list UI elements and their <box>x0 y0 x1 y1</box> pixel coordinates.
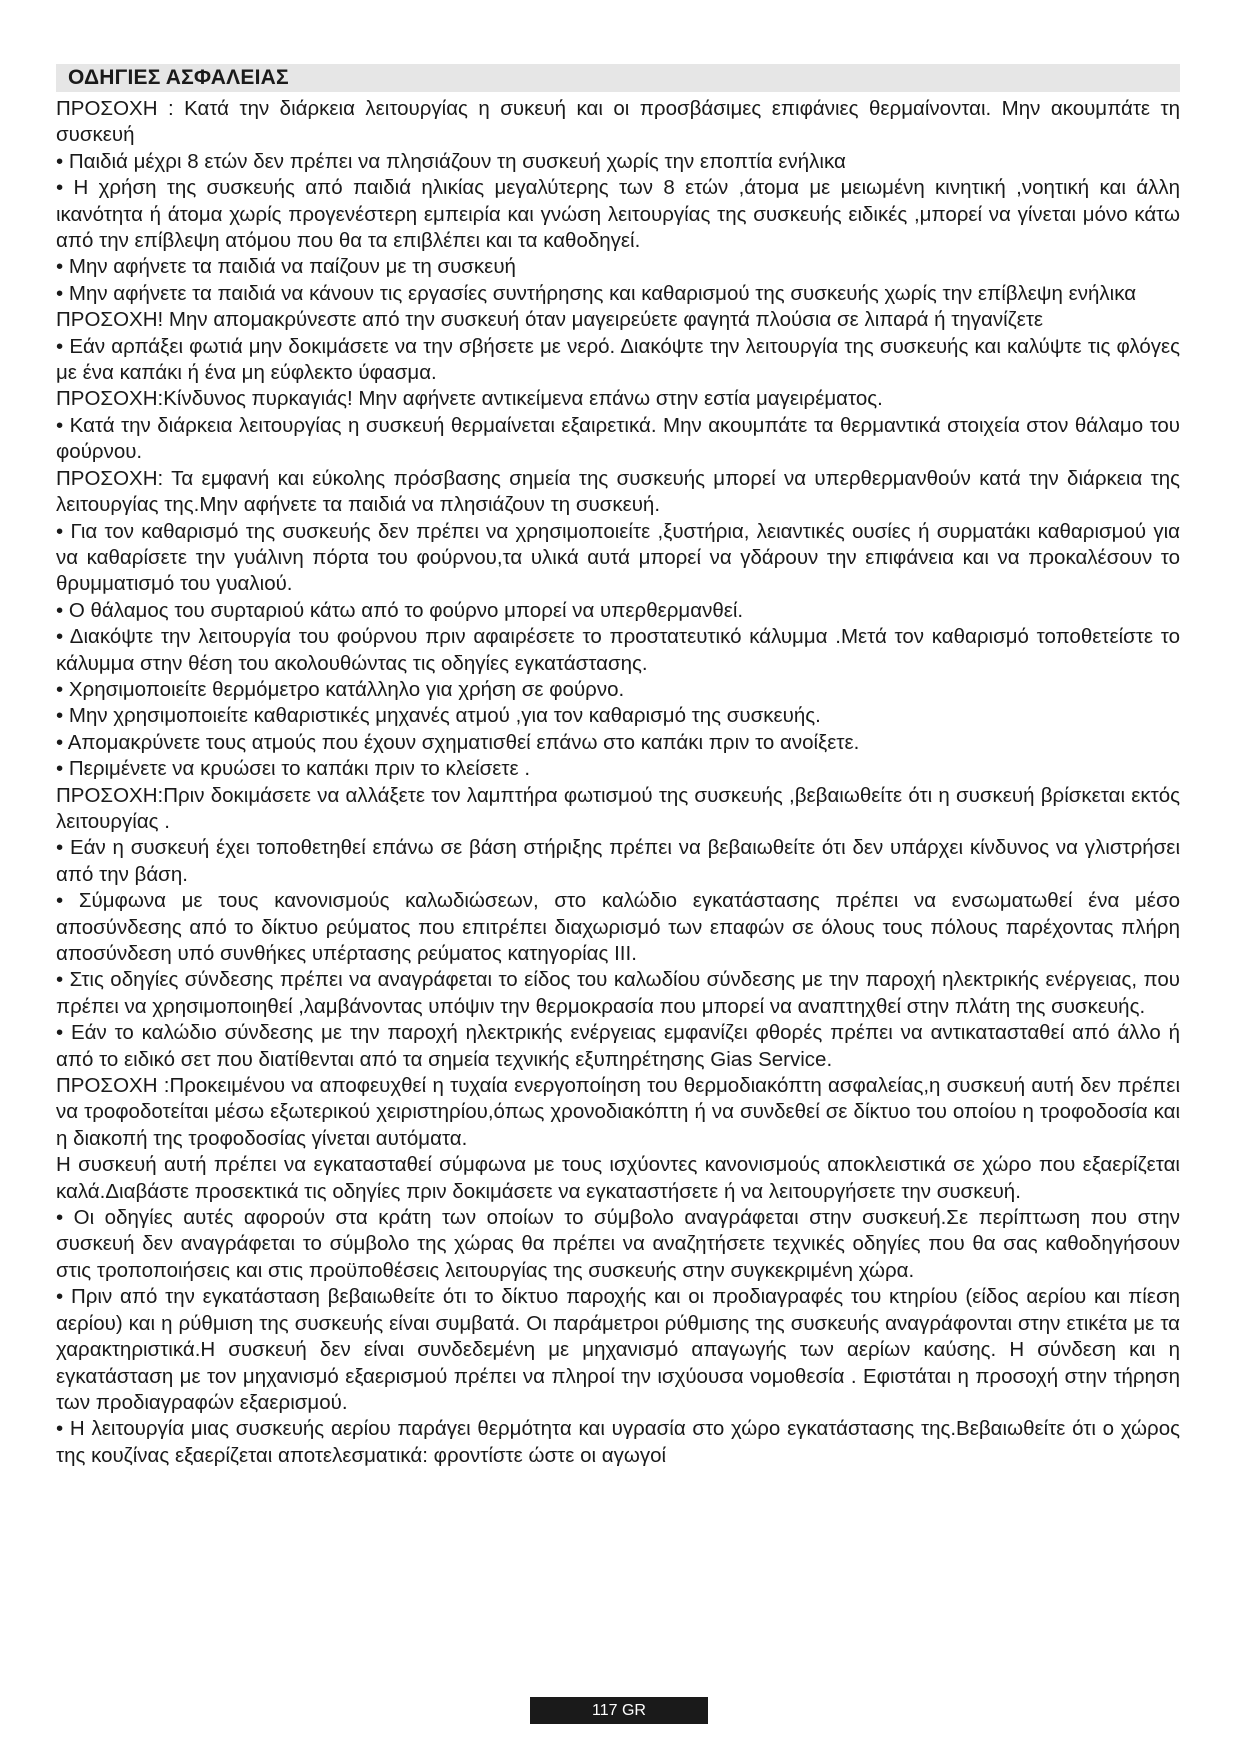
paragraph: • Στις οδηγίες σύνδεσης πρέπει να αναγράφεται το είδος του καλωδίου σύνδεσης με την παροχή ηλεκτρικής ενέργειας, που πρέπει να χρησιμοποιηθεί ,λαμβάνοντας υπόψιν την θερμοκρασία που μπορεί να αναπτηχθεί στην πλάτη της συσκευής. <box>56 968 1180 1018</box>
paragraph: • Παιδιά μέχρι 8 ετών δεν πρέπει να πλησιάζουν τη συσκευή χωρίς την εποπτία ενήλικα <box>56 149 846 173</box>
paragraph: ΠΡΟΣΟΧΗ :Προκειμένου να αποφευχθεί η τυχαία ενεργοποίηση του θερμοδιακόπτη ασφαλείας,η συσκευή αυτή δεν πρέπει να τροφοδοτείται μέσω εξωτερικού χειριστηρίου,όπως χρονοδιακόπτη ή να συνδεθεί σε δίκτυο του οποίου η τροφοδοσία και η διακοπή της τροφοδοσίας γίνεται αυτόματα. <box>56 1074 1180 1150</box>
paragraph: ΠΡΟΣΟΧΗ: Τα εμφανή και εύκολης πρόσβασης σημεία της συσκευής μπορεί να υπερθερμανθούν κατά την διάρκεια της λειτουργίας της.Μην αφήνετε τα παιδιά να πλησιάζουν τη συσκευή. <box>56 466 1180 517</box>
paragraph: • Σύμφωνα με τους κανονισμούς καλωδιώσεων, στο καλώδιο εγκατάστασης πρέπει να ενσωματωθεί ένα μέσο αποσύνδεσης από το δίκτυο ρεύματος που επιτρέπει διαχωρισμό των επαφών σε όλους τους πόλους παρέχοντας πλήρη αποσύνδεση υπό συνθήκες υπέρτασης ρεύματος κατηγορίας ΙΙΙ. <box>56 889 1180 965</box>
paragraph: ΠΡΟΣΟΧΗ : Κατά την διάρκεια λειτουργίας η συκευή και οι προσβάσιμες επιφάνιες θερμαίνονται. Μην ακουμπάτε τη συσκευή <box>56 97 1180 147</box>
section-title: ΟΔΗΓΙΕΣ ΑΣΦΑΛΕΙΑΣ <box>68 66 289 89</box>
paragraph: • Μην αφήνετε τα παιδιά να παίζουν με τη συσκευή <box>56 255 516 279</box>
paragraph: • Οι οδηγίες αυτές αφορούν στα κράτη των οποίων το σύμβολο αναγράφεται στην συσκευή.Σε περίπτωση που στην συσκευή δεν αναγράφεται το σύμβολο της χώρας θα πρέπει να αναζητήσετε τεχνικές οδηγίες που θα σας καθοδηγήσουν στις τροποποιήσεις και στις προϋποθέσεις λειτουργίας της συσκευής στην συγκεκριμένη χώρα. <box>56 1206 1180 1282</box>
paragraph: ΠΡΟΣΟΧΗ:Πριν δοκιμάσετε να αλλάξετε τον λαμπτήρα φωτισμού της συσκευής ,βεβαιωθείτε ότι η συσκευή βρίσκεται εκτός λειτουργίας . <box>56 783 1180 833</box>
paragraph: • Χρησιμοποιείτε θερμόμετρο κατάλληλο για χρήση σε φούρνο. <box>56 677 625 701</box>
paragraph: • Μην χρησιμοποιείτε καθαριστικές μηχανές ατμού ,για τον καθαρισμό της συσκευής. <box>56 704 821 728</box>
paragraph: • Εάν το καλώδιο σύνδεσης με την παροχή ηλεκτρικής ενέργειας εμφανίζει φθορές πρέπει να αντικατασταθεί από άλλο ή από το ειδικό σετ που διατίθενται από τα σημεία τεχνικής εξυπηρέτησης Gias Service. <box>56 1021 1180 1071</box>
paragraph: • Μην αφήνετε τα παιδιά να κάνουν τις εργασίες συντήρησης και καθαρισμού της συσκευής χωρίς την επίβλεψη ενήλικα <box>56 281 1137 305</box>
page-number: 117 GR <box>592 1701 646 1719</box>
paragraph: • Η λειτουργία μιας συσκευής αερίου παράγει θερμότητα και υγρασία στο χώρο εγκατάστασης της.Βεβαιωθείτε ότι ο χώρος της κουζίνας εξαερίζεται αποτελεσματικά: φροντίστε ώστε οι αγωγοί <box>56 1417 1180 1467</box>
page-number-badge <box>530 1697 708 1724</box>
paragraph: Η συσκευή αυτή πρέπει να εγκατασταθεί σύμφωνα με τους ισχύοντες κανονισμούς αποκλειστικά σε χώρο που εξαερίζεται καλά.Διαβάστε προσεκτικά τις οδηγίες πριν δοκιμάσετε να εγκαταστήσετε ή να λειτουργήσετε την συσκευή. <box>56 1153 1180 1203</box>
paragraph: • Εάν η συσκευή έχει τοποθετηθεί επάνω σε βάση στήριξης πρέπει να βεβαιωθείτε ότι δεν υπάρχει κίνδυνος να γλιστρήσει από την βάση. <box>56 836 1180 886</box>
document-page <box>56 64 1180 1469</box>
paragraph: • Περιμένετε να κρυώσει το καπάκι πριν το κλείσετε . <box>56 757 531 781</box>
paragraph: • Διακόψτε την λειτουργία του φούρνου πριν αφαιρέσετε το προστατευτικό κάλυμμα .Μετά τον καθαρισμό τοποθετείστε το κάλυμμα στην θέση του ακολουθώντας τις οδηγίες εγκατάστασης. <box>56 625 1180 675</box>
paragraph: • Ο θάλαμος του συρταριού κάτω από το φούρνο μπορεί να υπερθερμανθεί. <box>56 598 744 622</box>
paragraph: • Η χρήση της συσκευής από παιδιά ηλικίας μεγαλύτερης των 8 ετών ,άτομα με μειωμένη κινητική ,νοητική και άλλη ικανότητα ή άτομα χωρίς προγενέστερη εμπειρία και γνώση λειτουργίας της συσκευής ειδικές ,μπορεί να γίνεται μόνο κάτω από την επίβλεψη ατόμου που θα τα επιβλέπει και τα καθοδηγεί. <box>56 176 1180 253</box>
paragraph: ΠΡΟΣΟΧΗ! Μην απομακρύνεστε από την συσκευή όταν μαγειρεύετε φαγητά πλούσια σε λιπαρά ή τηγανίζετε <box>56 308 1044 332</box>
paragraph: • Κατά την διάρκεια λειτουργίας η συσκευή θερμαίνεται εξαιρετικά. Μην ακουμπάτε τα θερμαντικά στοιχεία στον θάλαμο του φούρνου. <box>56 413 1180 464</box>
paragraph: • Πριν από την εγκατάσταση βεβαιωθείτε ότι το δίκτυο παροχής και οι προδιαγραφές του κτηρίου (είδος αερίου και πίεση αερίου) και η ρύθμιση της συσκευής είναι συμβατά. Οι παράμετροι ρύθμισης της συσκευής αναγράφονται στην ετικέτα με τα χαρακτηριστικά.Η συσκευή δεν είναι συνδεδεμένη με μηχανισμό απαγωγής των αερίων καύσης. Η σύνδεση και η εγκατάσταση με τον μηχανισμό εξαερισμού πρέπει να πληροί την ισχύουσα νομοθεσία . Εφιστάται η προσοχή στην τήρηση των προδιαγραφών εξαερισμού. <box>56 1285 1180 1414</box>
paragraph: • Για τον καθαρισμό της συσκευής δεν πρέπει να χρησιμοποιείτε ,ξυστήρια, λειαντικές ουσίες ή συρματάκι καθαρισμού για να καθαρίσετε την γυάλινη πόρτα του φούρνου,τα υλικά αυτά μπορεί να γδάρουν την επιφάνεια και να προκαλέσουν το θρυμματισμό του γυαλιού. <box>56 519 1180 596</box>
section-heading-bar <box>56 64 1180 92</box>
paragraph: ΠΡΟΣΟΧΗ:Κίνδυνος πυρκαγιάς! Μην αφήνετε αντικείμενα επάνω στην εστία μαγειρέματος. <box>56 387 883 411</box>
safety-instructions-text <box>56 96 1180 1469</box>
paragraph: • Απομακρύνετε τους ατμούς που έχουν σχηματισθεί επάνω στο καπάκι πριν το ανοίξετε. <box>56 730 860 754</box>
paragraph: • Εάν αρπάξει φωτιά μην δοκιμάσετε να την σβήσετε με νερό. Διακόψτε την λειτουργία της συσκευής και καλύψτε τις φλόγες με ένα καπάκι ή ένα μη εύφλεκτο ύφασμα. <box>56 334 1180 385</box>
